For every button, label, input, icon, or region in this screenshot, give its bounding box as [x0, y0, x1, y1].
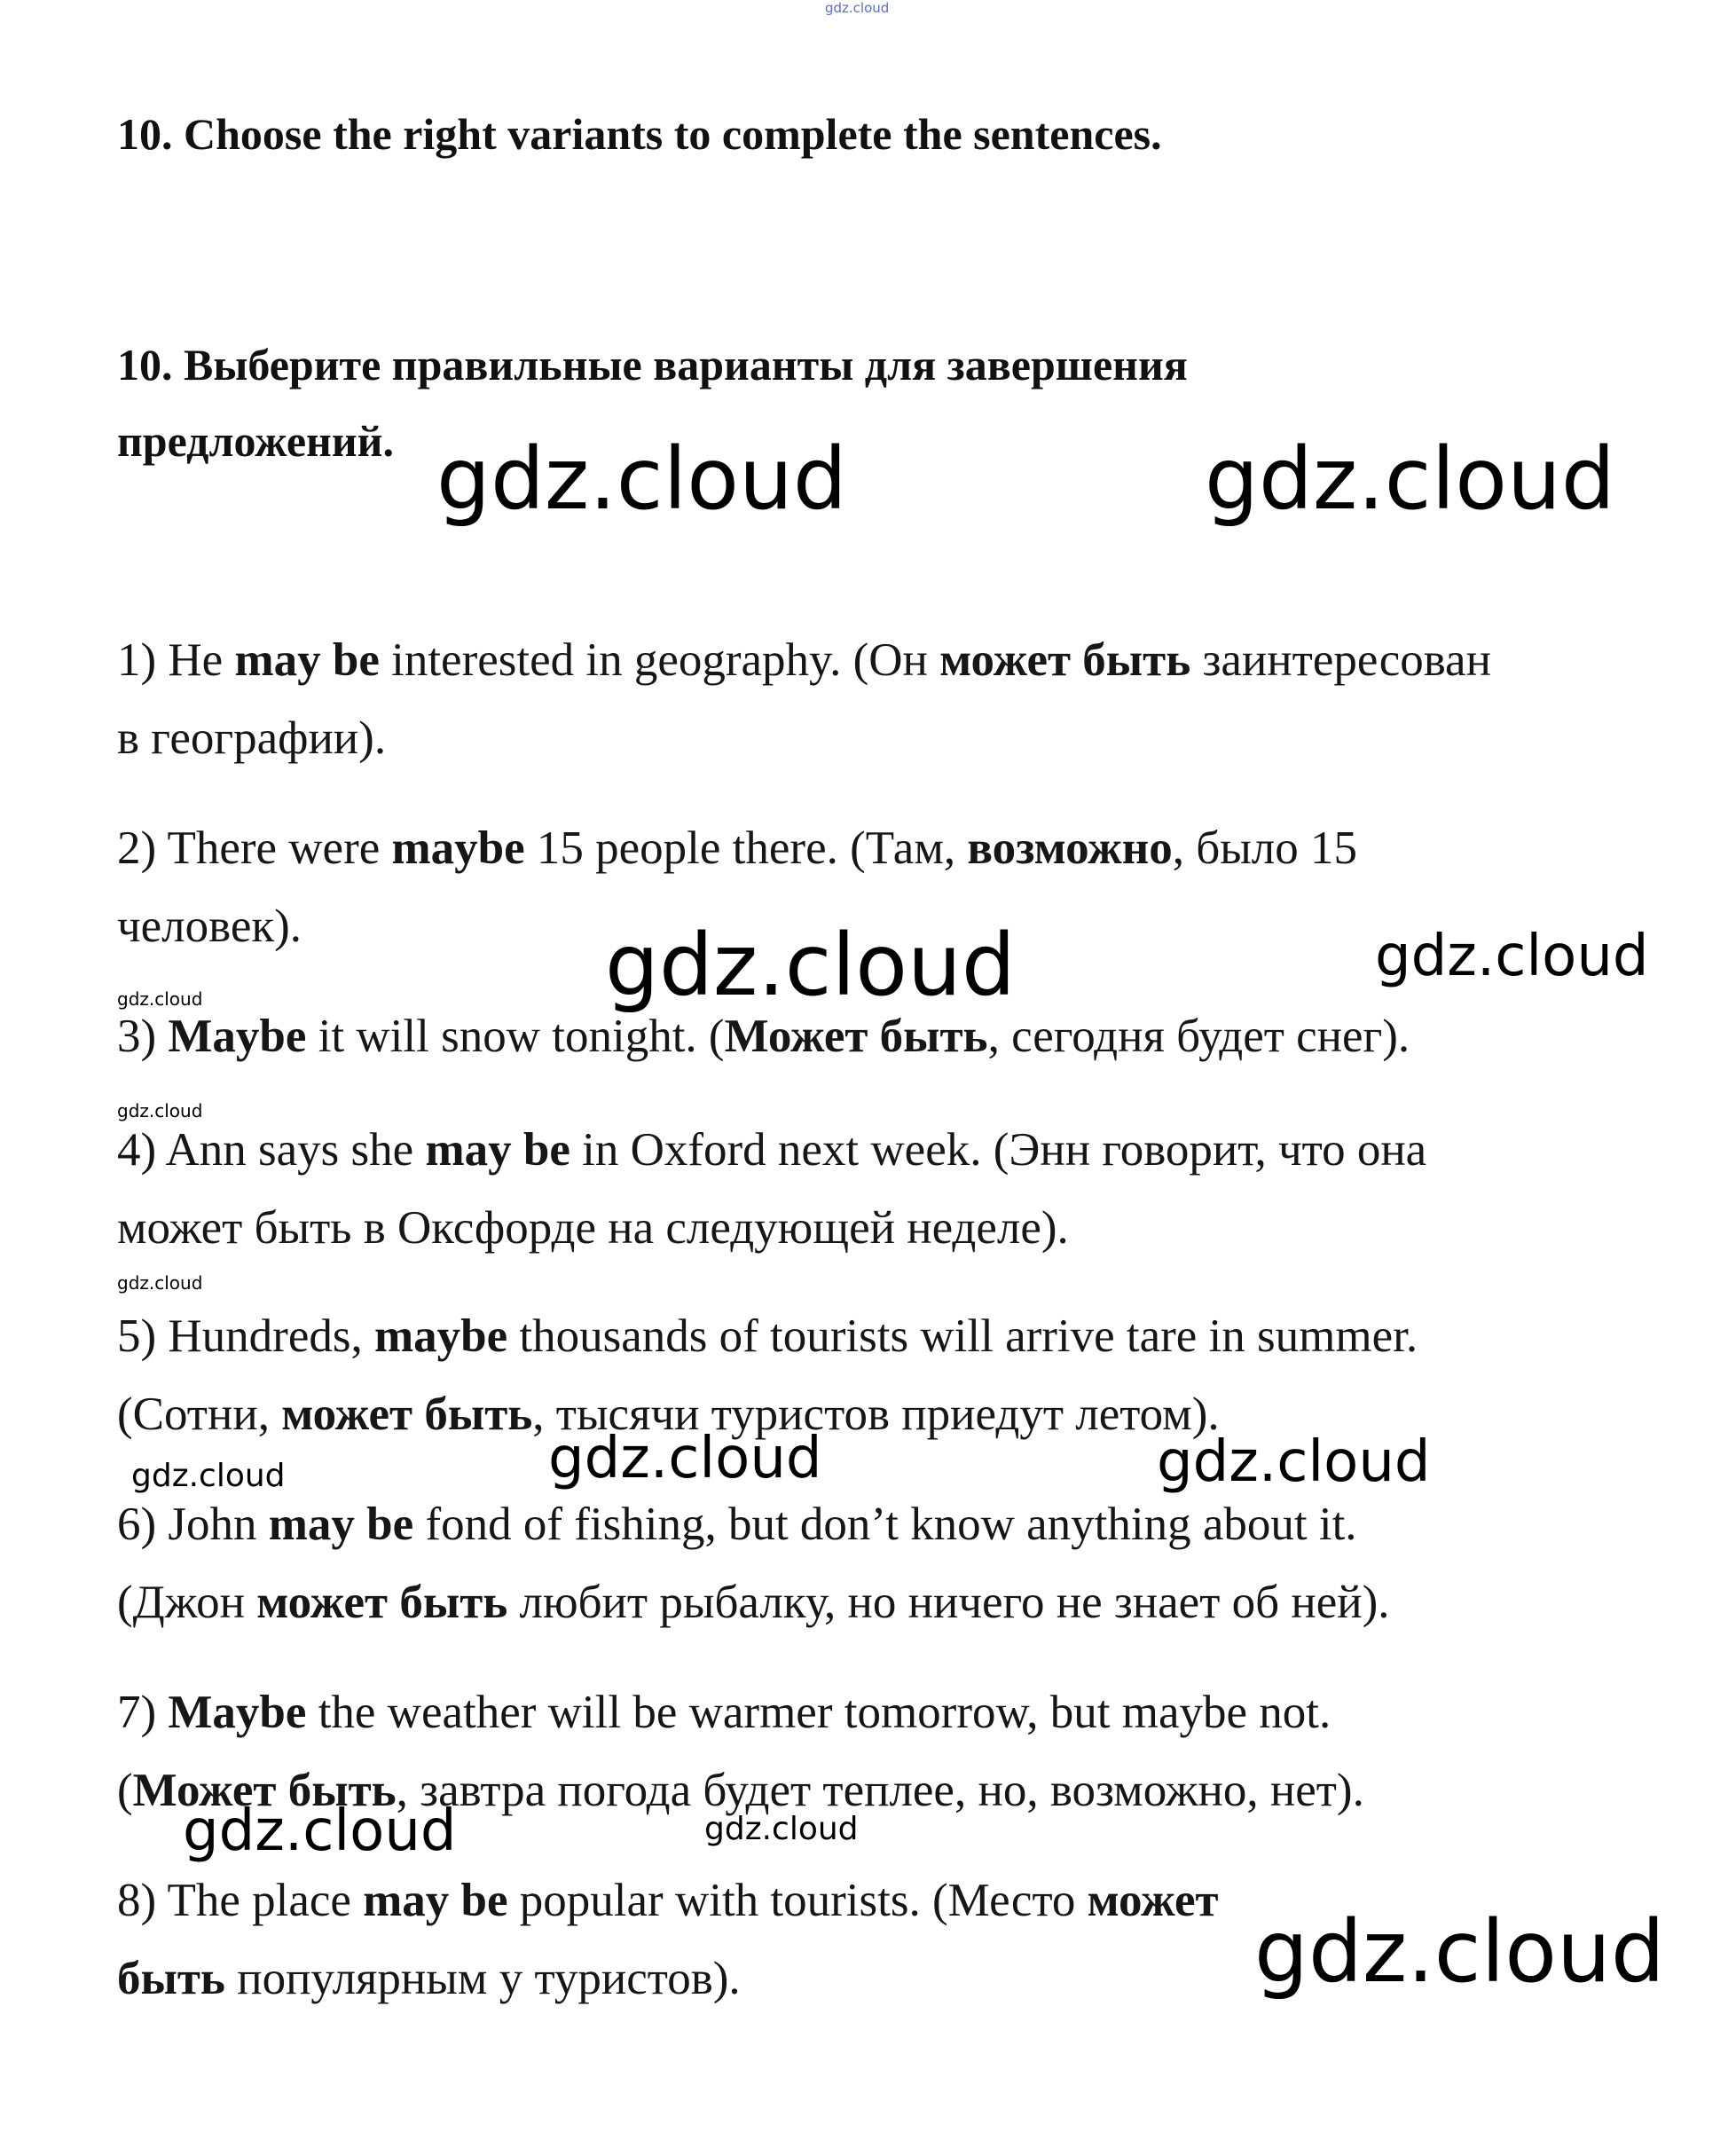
text-run: , сегодня будет снег). — [987, 1011, 1410, 1062]
bold-phrase: возможно — [967, 822, 1173, 874]
text-run: 7) — [117, 1687, 169, 1738]
text-run: 8) The place — [117, 1875, 364, 1926]
watermark: gdz.cloud — [1254, 1902, 1665, 2002]
header-watermark: gdz.cloud — [825, 0, 890, 16]
answer-line — [117, 822, 1357, 874]
bold-phrase: Maybe — [168, 1687, 307, 1738]
answer-line — [117, 1499, 1357, 1550]
answer-line — [117, 1875, 1219, 1926]
text-run: 5) Hundreds, — [117, 1310, 374, 1362]
text-run: the weather will be warmer tomorrow, but maybe not. — [306, 1687, 1331, 1738]
task-title-russian: 10. Выберите правильные варианты для завершения предложений. — [117, 340, 1188, 466]
text-run: ( — [117, 1765, 133, 1816]
watermark: gdz.cloud — [117, 988, 203, 1010]
answer-line — [117, 1953, 741, 2004]
watermark: gdz.cloud — [117, 1272, 203, 1294]
bold-phrase: может — [1087, 1875, 1219, 1926]
text-run: (Джон — [117, 1577, 257, 1628]
bold-phrase: may be — [268, 1499, 414, 1550]
bold-phrase: может быть — [939, 634, 1191, 686]
watermark: gdz.cloud — [704, 1811, 859, 1847]
bold-phrase: Может быть — [132, 1765, 397, 1816]
watermark: gdz.cloud — [1157, 1429, 1431, 1495]
watermark: gdz.cloud — [117, 1100, 203, 1121]
answer-line — [117, 1202, 1069, 1254]
watermark: gdz.cloud — [436, 429, 847, 529]
answer-line — [117, 901, 302, 952]
answer-item-6 — [117, 1485, 1643, 1641]
watermark: gdz.cloud — [1375, 924, 1649, 989]
watermark: gdz.cloud — [548, 1426, 822, 1491]
text-run: 2) There were — [117, 822, 392, 874]
text-run: 15 people there. (Там, — [524, 822, 968, 874]
answer-item-1 — [117, 621, 1643, 777]
text-run: popular with tourists. (Место — [507, 1875, 1088, 1926]
text-run: fond of fishing, but don’t know anything about it. — [413, 1499, 1357, 1550]
watermark: gdz.cloud — [605, 916, 1016, 1015]
text-run: it will snow tonight. ( — [306, 1011, 725, 1062]
bold-phrase: may be — [363, 1875, 508, 1926]
bold-phrase: может быть — [281, 1389, 533, 1440]
answer-line — [117, 712, 386, 764]
text-run: популярным у туристов). — [224, 1953, 741, 2004]
text-run: 1) He — [117, 634, 235, 686]
answer-line — [117, 634, 1491, 686]
text-run: (Сотни, — [117, 1389, 282, 1440]
answer-line — [117, 1310, 1418, 1362]
text-run: 6) John — [117, 1499, 269, 1550]
watermark: gdz.cloud — [131, 1458, 286, 1494]
text-run: заинтересован — [1190, 634, 1491, 686]
bold-phrase: may be — [234, 634, 380, 686]
task-title-english: 10. Choose the right variants to complete the sentences. — [117, 109, 1162, 159]
bold-phrase: maybe — [373, 1310, 508, 1362]
text-run: 3) — [117, 1011, 169, 1062]
text-run: , было 15 — [1172, 822, 1358, 874]
watermark: gdz.cloud — [183, 1798, 457, 1864]
text-run: любит рыбалку, но ничего не знает об ней). — [507, 1577, 1390, 1628]
text-run: в географии). — [117, 712, 387, 764]
text-run: thousands of tourists will arrive tare in summer. — [507, 1310, 1418, 1362]
bold-phrase: может быть — [256, 1577, 508, 1628]
bold-phrase: may be — [425, 1124, 570, 1176]
answer-line — [117, 1124, 1426, 1176]
watermark: gdz.cloud — [1205, 429, 1615, 529]
answer-item-4 — [117, 1111, 1643, 1267]
bold-phrase: Может быть — [724, 1011, 988, 1062]
answer-line — [117, 1687, 1331, 1738]
bold-phrase: Maybe — [168, 1011, 307, 1062]
answer-line — [117, 1011, 1410, 1062]
text-run: , завтра погода будет теплее, но, возможно, нет). — [396, 1765, 1364, 1816]
text-run: in Oxford next week. (Энн говорит, что она — [570, 1124, 1427, 1176]
text-run: может быть в Оксфорде на следующей неделе). — [117, 1202, 1069, 1254]
answer-line — [117, 1577, 1390, 1628]
text-run: 4) Ann says she — [117, 1124, 426, 1176]
text-run: человек). — [117, 901, 302, 952]
bold-phrase: maybe — [391, 822, 525, 874]
text-run: , тысячи туристов приедут летом). — [532, 1389, 1220, 1440]
bold-phrase: быть — [117, 1953, 225, 2004]
text-run: interested in geography. (Он — [379, 634, 940, 686]
